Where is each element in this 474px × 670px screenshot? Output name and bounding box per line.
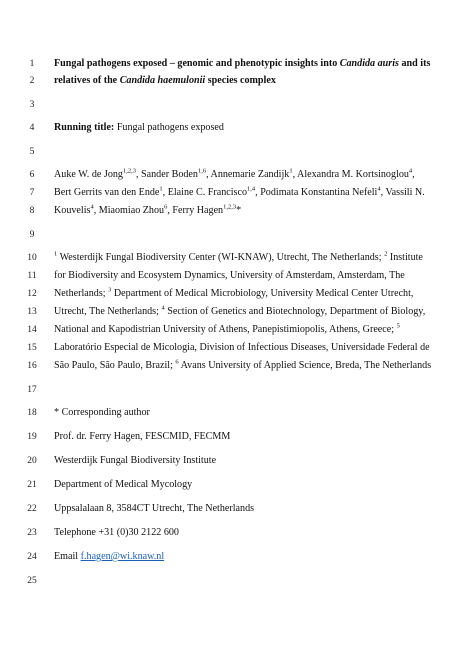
line-number: 17: [27, 385, 37, 395]
line-4: [0, 119, 474, 137]
line-number: 24: [27, 552, 37, 562]
line-number: 14: [27, 325, 37, 335]
line-number: 22: [27, 504, 37, 514]
line-number: 18: [27, 408, 37, 418]
line-2: [0, 72, 474, 90]
line-number: 13: [27, 307, 37, 317]
line-20: [0, 452, 474, 470]
line-number: 6: [29, 170, 35, 180]
line-8: [0, 202, 474, 220]
contact-line: Westerdijk Fungal Biodiversity Institute: [54, 455, 217, 466]
line-number: 16: [27, 361, 37, 371]
affiliation-line: Netherlands; $^3$ Department of Medical Microbiology, University Medical Center Utrecht,: [54, 286, 414, 299]
line-22: [0, 500, 474, 518]
line-9: [0, 226, 474, 244]
line-5: [0, 143, 474, 161]
line-15: [0, 339, 474, 357]
line-1: [0, 55, 474, 73]
line-number: 5: [29, 147, 35, 157]
line-25: [0, 572, 474, 590]
line-number: 4: [29, 123, 35, 133]
line-10: [0, 249, 474, 267]
affiliation-line: Laboratório Especial de Micologia, Division of Infectious Diseases, Universidade Federal de: [54, 342, 430, 353]
line-number: 20: [27, 456, 37, 466]
line-number: 10: [27, 253, 37, 263]
line-number: 8: [29, 206, 35, 216]
line-13: [0, 303, 474, 321]
affiliation-line: National and Kapodistrian University of Athens, Panepistimiopolis, Athens, Greece; $^5$: [54, 322, 400, 335]
line-18: [0, 404, 474, 422]
line-number: 3: [29, 100, 35, 110]
line-number: 12: [27, 289, 37, 299]
contact-line: Uppsalalaan 8, 3584CT Utrecht, The Netherlands: [54, 503, 255, 514]
contact-line: Email f.hagen@wi.knaw.nl: [54, 551, 165, 562]
authors-line-2: Bert Gerrits van den Ende$^1$, Elaine C. Francisco$^{1,4}$, Podimata Konstantina Nefeli$^4$, Vassili N.: [54, 185, 425, 198]
contact-line: Telephone +31 (0)30 2122 600: [54, 527, 179, 538]
line-11: [0, 267, 474, 285]
paper-title-line-2: relatives of the Candida haemulonii species complex: [54, 75, 276, 86]
line-number: 2: [29, 76, 35, 86]
affiliation-line: Utrecht, The Netherlands; $^4$ Section of Genetics and Biotechnology, Department of Biology,: [54, 304, 426, 317]
line-number: 19: [27, 432, 37, 442]
line-23: [0, 524, 474, 542]
line-number: 15: [27, 343, 37, 353]
affiliation-line: $^1$ Westerdijk Fungal Biodiversity Center (WI-KNAW), Utrecht, The Netherlands; $^2$ Institute: [54, 250, 423, 263]
affiliation-line: São Paulo, São Paulo, Brazil; $^6$ Avans University of Applied Science, Breda, The Netherlands: [54, 358, 432, 371]
paper-title-line-1: Fungal pathogens exposed – genomic and phenotypic insights into Candida auris and its: [54, 58, 431, 69]
line-number: 21: [27, 480, 37, 490]
line-number: 7: [29, 188, 35, 198]
authors-line-3: Kouvelis$^4$, Miaomiao Zhou$^6$, Ferry Hagen$^{1,2,3}$*: [54, 203, 242, 216]
line-19: [0, 428, 474, 446]
affiliation-line: for Biodiversity and Ecosystem Dynamics, University of Amsterdam, Amsterdam, The: [54, 270, 405, 281]
line-number: 11: [27, 271, 37, 281]
line-3: [0, 96, 474, 114]
line-14: [0, 321, 474, 339]
line-21: [0, 476, 474, 494]
line-7: [0, 184, 474, 202]
line-number: 1: [29, 59, 35, 69]
line-24: [0, 548, 474, 566]
line-number: 25: [27, 576, 37, 586]
line-12: [0, 285, 474, 303]
line-17: [0, 381, 474, 399]
line-number: 9: [29, 230, 35, 240]
running-title: Running title: Fungal pathogens exposed: [54, 122, 224, 133]
email-link[interactable]: f.hagen@wi.knaw.nl: [80, 551, 165, 562]
line-6: [0, 166, 474, 184]
line-16: [0, 357, 474, 375]
authors-line-1: Auke W. de Jong$^{1,2,3}$, Sander Boden$^{1,6}$, Annemarie Zandijk$^1$, Alexandra M. Kortsinoglou$^4$,: [54, 167, 415, 180]
contact-line: Prof. dr. Ferry Hagen, FESCMID, FECMM: [54, 431, 231, 442]
contact-line: Department of Medical Mycology: [54, 479, 193, 490]
corresponding-author-heading: * Corresponding author: [54, 407, 150, 418]
line-number: 23: [27, 528, 37, 538]
